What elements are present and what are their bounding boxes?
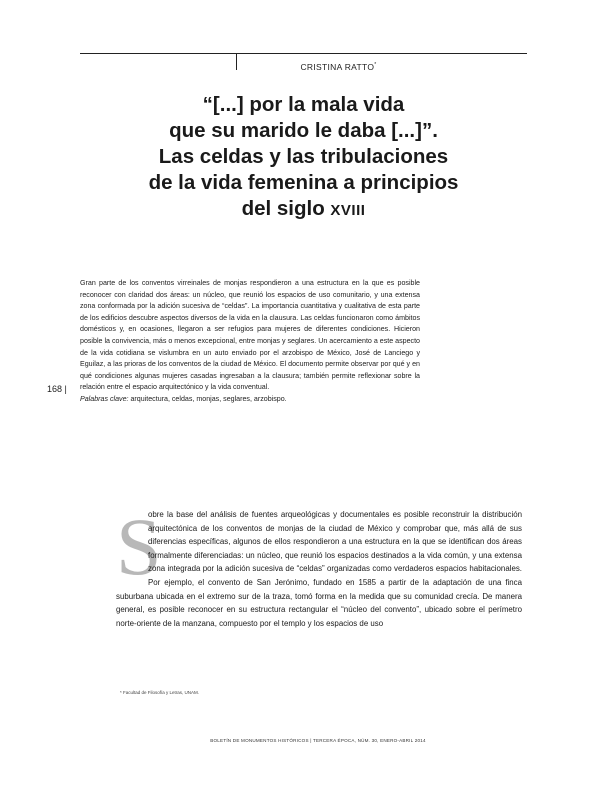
title-century: XVIII — [330, 202, 366, 219]
body-text — [116, 501, 522, 630]
drop-cap-space — [116, 508, 148, 588]
author-name — [236, 62, 441, 72]
footnote: * Facultad de Filosofía y Letras, UNAM. — [120, 690, 200, 695]
page-number: 168 | — [47, 384, 67, 394]
body-paragraph: obre la base del análisis de fuentes arqueológicas y documentales es posible reconstruir la distribución arquitectónica de los conventos de monjas de la ciudad de México y comprobar que, más allá de sus diferencias específicas, algunos de ellos respondieron a una estructura en la que se identifican dos áreas formalmente diferenciadas: un núcleo, que reunió los espacios destinados a la vida común, y una extensa zona integrada por la adición sucesiva de “celdas” organizadas como verdaderos espacios habitacionales. Por ejemplo, el convento de San Jerónimo, fundado en 1585 a partir de la adaptación de una finca suburbana ubicada en el extremo sur de la traza, tomó forma en la medida que su comunidad crecía. De manera general, es posible reconocer en su estructura rectangular el “núcleo del convento”, ubicado sobre el perímetro norte-oriente de la manzana, compuesto por el templo y los espacios de uso — [116, 510, 522, 628]
drop-cap: S — [116, 501, 162, 592]
title-line-1: “[...] por la mala vida — [202, 93, 405, 116]
journal-footer: BOLETÍN DE MONUMENTOS HISTÓRICOS | TERCERA ÉPOCA, NÚM. 30, ENERO-ABRIL 2014 — [210, 738, 426, 743]
header-rule — [80, 53, 527, 54]
keywords-label: Palabras clave: — [80, 394, 129, 403]
author-text: CRISTINA RATTO — [300, 62, 375, 72]
title-line-4: de la vida femenina a principios — [148, 171, 459, 194]
abstract-text: Gran parte de los conventos virreinales de monjas respondieron a una estructura en la que es posible reconocer con claridad dos áreas: un núcleo, que reunió los espacios de uso comunitario, y una extensa zona conformada por la adición sucesiva de “celdas”. La importancia cuantitativa y cualitativa de esta parte de los edificios descubre aspectos diversos de la vida en la clausura. Las celdas funcionaron como ámbitos domésticos y, en ocasiones, llegaron a ser refugios para mujeres de diferentes condiciones. Hicieron posible la convivencia, más o menos excepcional, entre monjas y seglares. Un acercamiento a este aspecto de la vida cotidiana se vislumbra en un auto enviado por el arzobispo de México, José de Lanciego y Eguilaz, a las prioras de los conventos de la ciudad de México. El documento permite observar por qué y en qué condiciones algunas mujeres casadas ingresaban a la clausura; también permite reflexionar sobre la relación entre el espacio arquitectónico y la vida conventual. — [80, 279, 420, 392]
title-line-5-text: del siglo — [241, 197, 325, 220]
keywords: arquitectura, celdas, monjas, seglares, arzobispo. — [130, 394, 287, 403]
abstract — [80, 278, 420, 406]
author-footnote-mark: * — [374, 62, 377, 69]
title-line-2: que su marido le daba [...]”. — [169, 119, 438, 142]
title-line-5 — [80, 196, 527, 224]
title-line-3: Las celdas y las tribulaciones — [158, 145, 449, 168]
article-title — [80, 92, 527, 224]
